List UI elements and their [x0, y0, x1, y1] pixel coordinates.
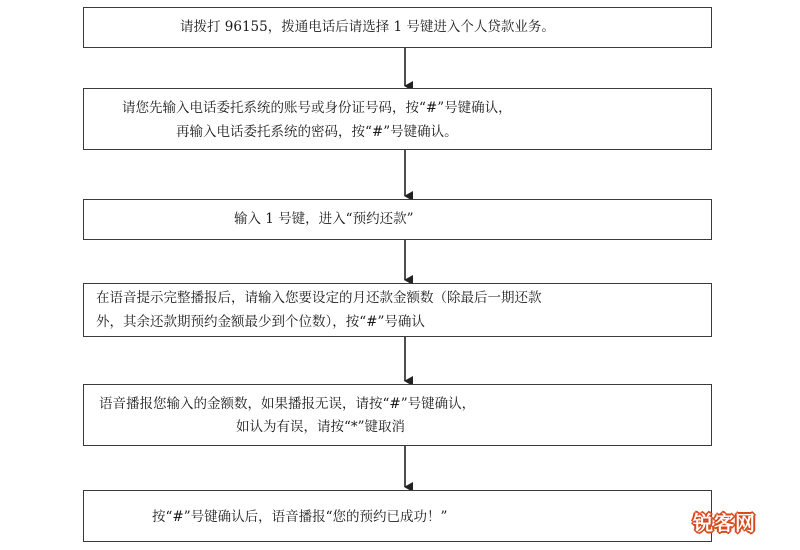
step-5-line-2: 如认为有误，请按“*”键取消 [236, 419, 406, 435]
step-4-line-2: 外，其余还款期预约金额最少到个位数），按“#”号确认 [96, 314, 425, 330]
step-2-line-1: 请您先输入电话委托系统的账号或身份证号码，按“#”号键确认， [122, 100, 512, 116]
site-watermark: 锐客网 [693, 511, 756, 535]
flow-step-5 [83, 384, 712, 446]
flow-step-4 [83, 283, 712, 337]
flow-step-2 [83, 88, 712, 150]
flow-step-1 [83, 7, 712, 48]
step-6-line-1: 按“#”号键确认后，语音播报“您的预约已成功！” [152, 509, 448, 525]
step-5-line-1: 语音播报您输入的金额数，如果播报无误，请按“#”号键确认， [99, 396, 476, 412]
flow-step-3 [83, 199, 712, 240]
step-4-line-1: 在语音提示完整播报后，请输入您要设定的月还款金额数（除最后一期还款 [96, 290, 542, 306]
step-2-line-2: 再输入电话委托系统的密码，按“#”号键确认。 [176, 124, 458, 140]
step-3-line-1: 输入 1 号键，进入“预约还款” [234, 211, 414, 227]
flow-step-6 [83, 490, 712, 542]
step-1-line-1: 请拨打 96155，拨通电话后请选择 1 号键进入个人贷款业务。 [180, 19, 555, 35]
